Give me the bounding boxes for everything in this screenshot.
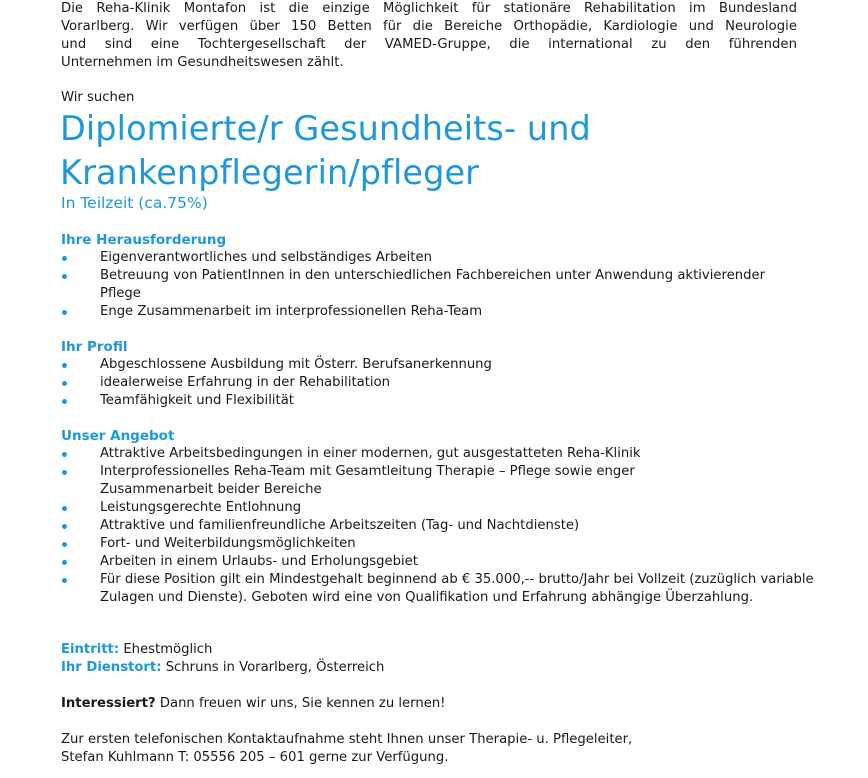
list-item — [61, 535, 821, 553]
list-item-text: Für diese Position gilt ein Mindestgehalt beginnend ab € 35.000,-- brutto/Jahr bei Vollzeit (zuzüglich variable Zulagen und Dienste). Geboten wird eine von Qualifikation und Erfahrung abhängige Überzahlung. — [100, 572, 814, 605]
list-item-text: Eigenverantwortliches und selbständiges Arbeiten — [100, 250, 432, 265]
list-item-text: Leistungsgerechte Entlohnung — [100, 500, 302, 515]
job-title-line: Krankenpflegerin/pfleger — [60, 153, 480, 192]
bullet-icon — [62, 578, 67, 583]
list-item — [61, 463, 740, 499]
section-heading: Unser Angebot — [61, 428, 175, 444]
bullet-icon — [62, 310, 67, 315]
interested-label: Interessiert? — [61, 696, 156, 711]
bullet-icon — [62, 363, 67, 368]
list-item — [61, 571, 835, 607]
bullet-list — [61, 249, 821, 321]
bullet-icon — [62, 274, 67, 279]
bullet-icon — [62, 399, 67, 404]
bullet-icon — [62, 506, 67, 511]
list-item — [61, 356, 821, 374]
section-offer — [61, 427, 821, 607]
list-item-text: Teamfähigkeit und Flexibilität — [100, 393, 294, 408]
intro-line: Die Reha-Klinik Montafon ist die einzige Möglichkeit für stationäre Rehabilitation im Bundesland — [61, 1, 797, 16]
interested-text: Dann freuen wir uns, Sie kennen zu lernen! — [159, 696, 446, 711]
list-item-text: Attraktive und familienfreundliche Arbeitszeiten (Tag- und Nachtdienste) — [100, 518, 580, 533]
section-heading: Ihre Herausforderung — [61, 232, 227, 248]
work-location-label: Ihr Dienstort: — [61, 660, 162, 675]
intro-line: und sind eine Tochtergesellschaft der VAMED-Gruppe, die international zu den führenden — [61, 37, 797, 52]
job-title-line: Diplomierte/r Gesundheits- und — [60, 109, 591, 148]
start-date — [61, 641, 212, 659]
list-item-text: Attraktive Arbeitsbedingungen in einer modernen, gut ausgestatteten Reha-Klinik — [100, 446, 641, 461]
intro-line: Unternehmen im Gesundheitswesen zählt. — [61, 55, 344, 70]
bullet-list — [61, 445, 821, 607]
list-item — [61, 445, 821, 463]
job-title — [60, 107, 591, 195]
list-item — [61, 267, 780, 303]
bullet-icon — [62, 381, 67, 386]
list-item — [61, 499, 821, 517]
contact-line: Stefan Kuhlmann T: 05556 205 – 601 gerne zur Verfügung. — [61, 750, 449, 765]
intro-paragraph — [61, 0, 797, 72]
list-item — [61, 249, 821, 267]
list-item — [61, 392, 821, 410]
intro-line: Vorarlberg. Wir verfügen über 150 Betten für die Bereiche Orthopädie, Kardiologie und Neurologie — [61, 19, 797, 34]
list-item-text: Abgeschlossene Ausbildung mit Österr. Berufsanerkennung — [100, 357, 492, 372]
bullet-icon — [62, 542, 67, 547]
section-heading: Ihr Profil — [61, 339, 128, 355]
we-seek-label: Wir suchen — [61, 90, 135, 105]
bullet-icon — [62, 470, 67, 475]
list-item-text: Fort- und Weiterbildungsmöglichkeiten — [100, 536, 356, 551]
interested-paragraph — [61, 695, 445, 713]
start-date-label: Eintritt: — [61, 642, 120, 657]
work-location-value: Schruns in Vorarlberg, Österreich — [165, 660, 385, 675]
list-item-text: Enge Zusammenarbeit im interprofessionellen Reha-Team — [100, 304, 483, 319]
list-item-text: Betreuung von PatientInnen in den unterschiedlichen Fachbereichen unter Anwendung aktivierender Pflege — [100, 268, 765, 301]
list-item-text: idealerweise Erfahrung in der Rehabilitation — [100, 375, 391, 390]
list-item-text: Arbeiten in einem Urlaubs- und Erholungsgebiet — [100, 554, 418, 569]
bullet-list — [61, 356, 821, 410]
list-item — [61, 553, 821, 571]
contact-paragraph — [61, 731, 632, 767]
employment-type: In Teilzeit (ca.75%) — [61, 194, 208, 212]
contact-line: Zur ersten telefonischen Kontaktaufnahme steht Ihnen unser Therapie- u. Pflegeleiter, — [61, 732, 633, 747]
start-date-value: Ehestmöglich — [123, 642, 213, 657]
bullet-icon — [62, 256, 67, 261]
list-item — [61, 374, 821, 392]
work-location — [61, 659, 384, 677]
section-challenges — [61, 231, 821, 321]
bullet-icon — [62, 452, 67, 457]
bullet-icon — [62, 560, 67, 565]
list-item — [61, 303, 821, 321]
bullet-icon — [62, 524, 67, 529]
list-item-text: Interprofessionelles Reha-Team mit Gesamtleitung Therapie – Pflege sowie enger Zusammenarbeit beider Bereiche — [100, 464, 635, 497]
section-profile — [61, 338, 821, 410]
list-item — [61, 517, 821, 535]
